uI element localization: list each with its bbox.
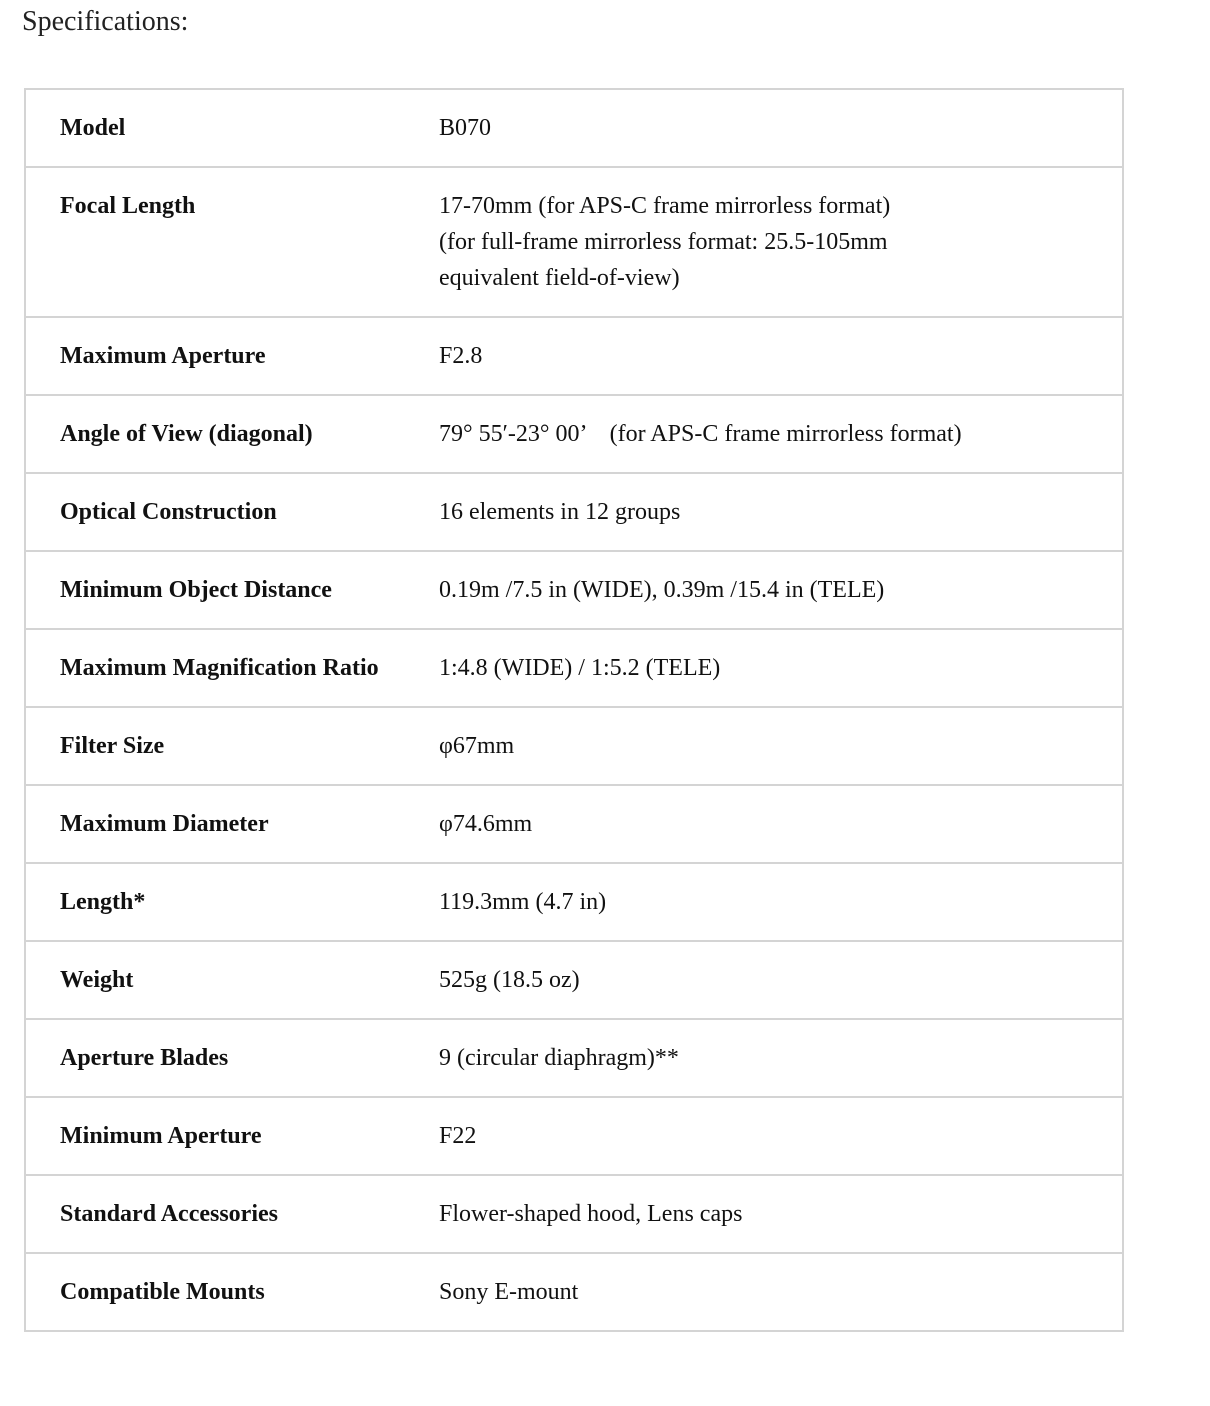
- spec-label: Optical Construction: [25, 473, 405, 551]
- spec-value: B070: [439, 115, 492, 141]
- spec-value: 16 elements in 12 groups: [405, 473, 1123, 551]
- spec-value: F22: [405, 1097, 1123, 1175]
- table-row-angle-of-view: [25, 395, 1123, 473]
- specifications-table: [24, 88, 1124, 1332]
- page-title: Specifications:: [22, 6, 189, 37]
- spec-label: Aperture Blades: [25, 1019, 405, 1097]
- spec-label: Weight: [25, 941, 405, 1019]
- spec-label: Minimum Aperture: [25, 1097, 405, 1175]
- spec-label: Model: [60, 115, 126, 141]
- spec-value: 0.19m /7.5 in (WIDE), 0.39m /15.4 in (TELE): [405, 551, 1123, 629]
- spec-value: 9 (circular diaphragm)**: [405, 1019, 1123, 1097]
- spec-label: Maximum Diameter: [25, 785, 405, 863]
- table-row-maximum-aperture: [25, 317, 1123, 395]
- table-row-focal-length: [25, 167, 1123, 317]
- spec-value: φ67mm: [405, 707, 1123, 785]
- spec-label: Maximum Magnification Ratio: [25, 629, 405, 707]
- table-row-minimum-object-distance: [25, 551, 1123, 629]
- spec-label: Minimum Object Distance: [25, 551, 405, 629]
- spec-value: 79° 55′-23° 00’ (for APS-C frame mirrorless format): [405, 395, 1123, 473]
- spec-value: 17-70mm (for APS-C frame mirrorless format) (for full-frame mirrorless format: 25.5-105mm equivalent field-of-view): [405, 167, 1123, 317]
- spec-value: Flower-shaped hood, Lens caps: [405, 1175, 1123, 1253]
- table-row-standard-accessories: [25, 1175, 1123, 1253]
- table-row-filter-size: [25, 707, 1123, 785]
- spec-value: 1:4.8 (WIDE) / 1:5.2 (TELE): [405, 629, 1123, 707]
- spec-value: Sony E-mount: [405, 1253, 1123, 1331]
- table-row-minimum-aperture: [25, 1097, 1123, 1175]
- spec-label: Standard Accessories: [25, 1175, 405, 1253]
- spec-label: Length*: [25, 863, 405, 941]
- spec-label: Maximum Aperture: [25, 317, 405, 395]
- spec-value: 119.3mm (4.7 in): [405, 863, 1123, 941]
- table-row-model: [25, 89, 1123, 167]
- table-row-compatible-mounts: [25, 1253, 1123, 1331]
- table-row-maximum-magnification-ratio: [25, 629, 1123, 707]
- table-row-length: [25, 863, 1123, 941]
- table-row-aperture-blades: [25, 1019, 1123, 1097]
- spec-label: Filter Size: [25, 707, 405, 785]
- table-row-optical-construction: [25, 473, 1123, 551]
- spec-label: Angle of View (diagonal): [25, 395, 405, 473]
- spec-label: Focal Length: [25, 167, 405, 317]
- spec-value: F2.8: [405, 317, 1123, 395]
- spec-label: Compatible Mounts: [25, 1253, 405, 1331]
- table-row-weight: [25, 941, 1123, 1019]
- table-row-maximum-diameter: [25, 785, 1123, 863]
- spec-value: 525g (18.5 oz): [405, 941, 1123, 1019]
- spec-value: φ74.6mm: [405, 785, 1123, 863]
